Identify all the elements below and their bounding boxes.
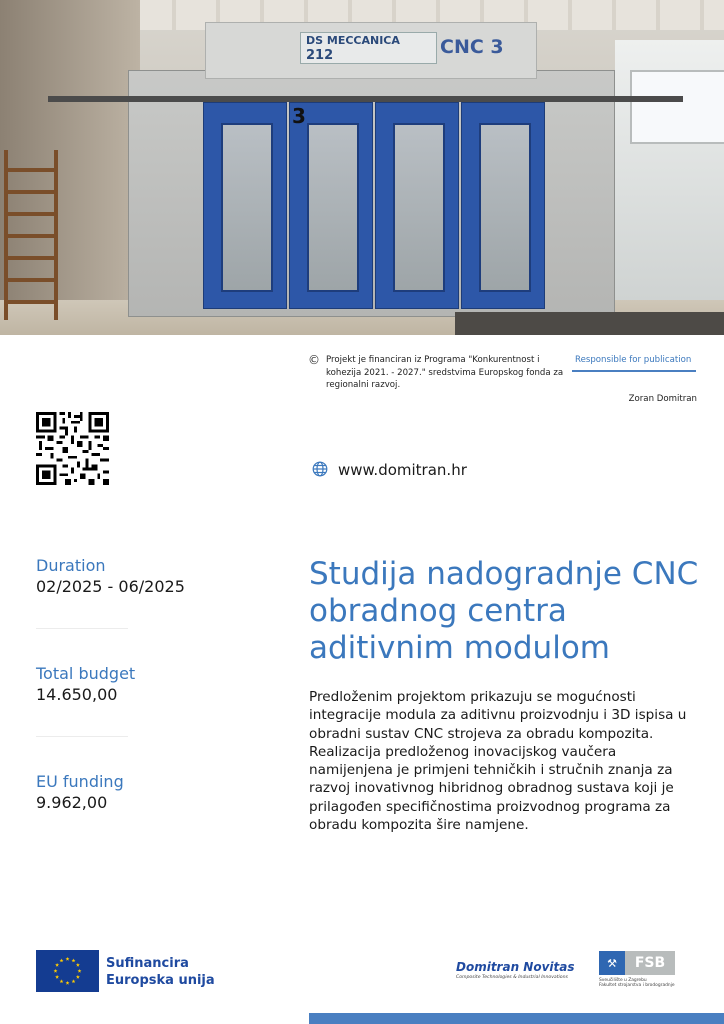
project-title: Studija nadogradnje CNC obradnog centra aditivnim modulom <box>309 556 699 666</box>
eu-flag-icon <box>36 950 99 992</box>
globe-icon <box>312 461 328 477</box>
publication-label: Responsible for publication <box>575 355 692 365</box>
ladder <box>4 150 58 320</box>
brand-number: 212 <box>306 48 334 63</box>
publication-name: Zoran Domitran <box>628 394 697 404</box>
fsb-university: Sveučilište u Zagrebu <box>599 978 647 983</box>
copyright-icon: © <box>308 353 320 367</box>
duration-label: Duration <box>36 556 106 575</box>
hero-photo <box>0 0 724 335</box>
total-budget-value: 14.650,00 <box>36 685 118 704</box>
eu-funding-label: EU funding <box>36 772 124 791</box>
bench <box>455 312 724 335</box>
machine-door <box>203 102 287 309</box>
company-name: Domitran Novitas <box>456 960 575 974</box>
qr-code[interactable] <box>36 412 109 485</box>
eu-funding-value: 9.962,00 <box>36 793 108 812</box>
project-description: Predloženim projektom prikazuju se mogućnosti integracije modula za aditivnu proizvodnju i 3D ispisa u obradni sustav CNC strojeva za obradu kompozita. Realizacija predloženog inovacijskog vaučera namijenjena je primjeni tehničkih i stručnih znanja za razvoj inovativnog hibridnog obradnog sustava koji je prilagođen specifičnostima proizvodnog programa za obradu kompozita šire namjene. <box>309 689 687 834</box>
machine-door <box>461 102 545 309</box>
machine-door <box>375 102 459 309</box>
eu-line-2: Europska unija <box>106 973 215 988</box>
fsb-faculty: Fakultet strojarstva i brodogradnje <box>599 983 675 989</box>
eu-line-1: Sufinancira <box>106 956 189 971</box>
eu-cofunding-text <box>106 955 215 989</box>
hall-window <box>630 70 724 144</box>
fsb-letters: FSB <box>634 955 666 971</box>
gantry-rail <box>48 96 683 102</box>
machine-door <box>289 102 373 309</box>
bottom-accent-bar <box>309 1013 724 1024</box>
total-budget-label: Total budget <box>36 664 136 683</box>
fsb-emblem-icon: ⚒ <box>599 951 625 975</box>
website-link[interactable]: www.domitran.hr <box>338 461 467 479</box>
door-number: 3 <box>292 104 306 128</box>
machine-label: CNC 3 <box>440 36 504 58</box>
company-tagline: Composite Technologies & Industrial Innovations <box>456 975 568 980</box>
publication-divider <box>572 370 696 372</box>
divider <box>36 628 128 629</box>
divider <box>36 736 128 737</box>
brand-text: DS MECCANICA <box>306 34 400 47</box>
domitran-novitas-logo <box>456 960 575 980</box>
funding-note: Projekt je financiran iz Programa "Konkurentnost i kohezija 2021. - 2027." sredstvima Europskog fonda za regionalni razvoj. <box>326 355 564 390</box>
duration-value: 02/2025 - 06/2025 <box>36 577 185 596</box>
fsb-logo <box>599 951 676 989</box>
